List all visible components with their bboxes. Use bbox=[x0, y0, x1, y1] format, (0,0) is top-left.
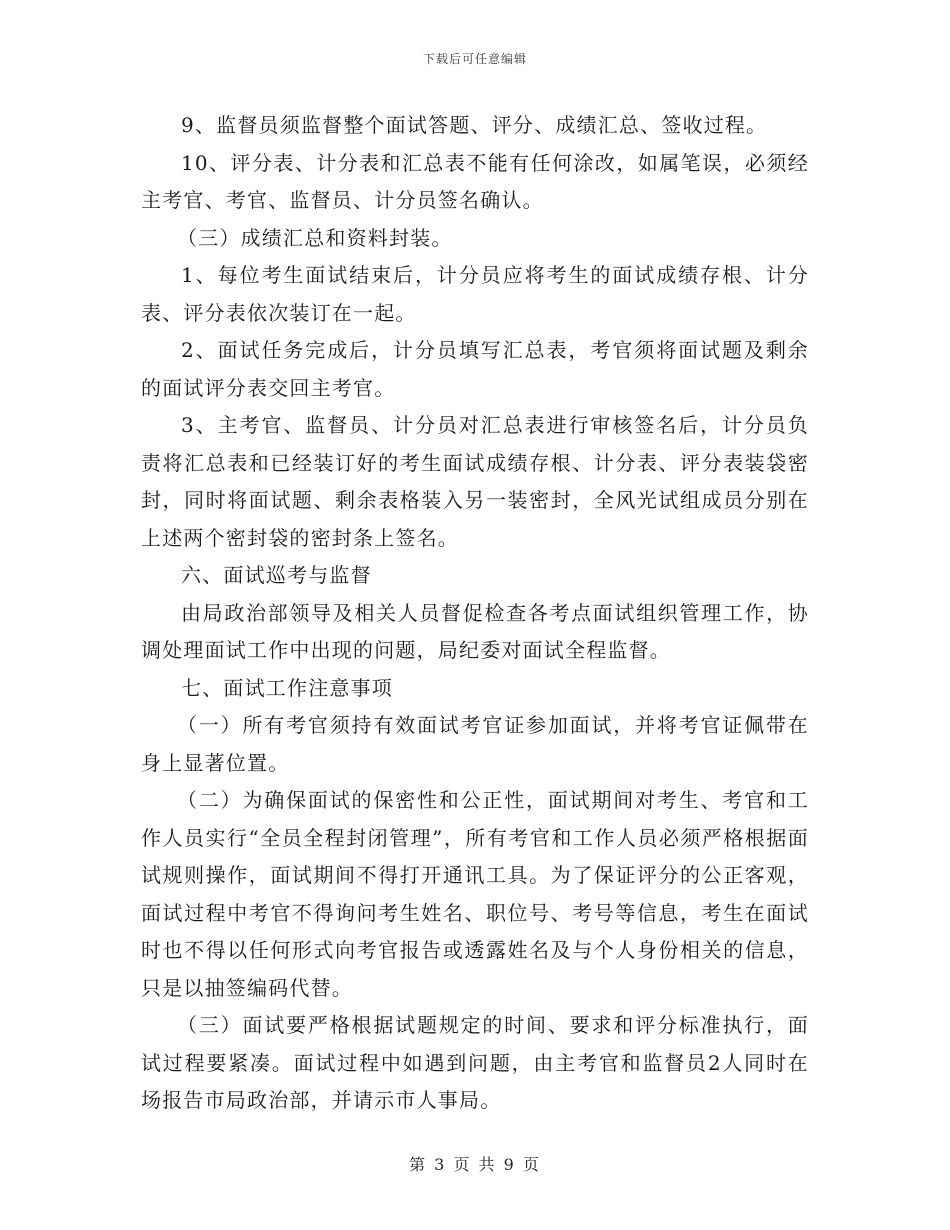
paragraph-item-3: 3、主考官、监督员、计分员对汇总表进行审核签名后，计分员负责将汇总表和已经装订好的考生面试成绩存根、计分表、评分表装袋密封，同时将面试题、剩余表格装入另一装密封，全风光试组成员分别在上述两个密封袋的密封条上签名。 bbox=[141, 413, 809, 550]
document-body bbox=[141, 107, 809, 1120]
paragraph-note-1: （一）所有考官须持有效面试考官证参加面试，并将考官证佩带在身上显著位置。 bbox=[141, 713, 809, 775]
page-number: 第 3 页 共 9 页 bbox=[409, 1155, 541, 1174]
paragraph-item-9: 9、监督员须监督整个面试答题、评分、成绩汇总、签收过程。 bbox=[181, 113, 768, 137]
paragraph-item-2: 2、面试任务完成后，计分员填写汇总表，考官须将面试题及剩余的面试评分表交回主考官。 bbox=[141, 338, 809, 400]
section-heading-inspection: 六、面试巡考与监督 bbox=[181, 563, 372, 587]
page-header: 下载后可任意编辑 bbox=[422, 52, 527, 66]
section-heading-results: （三）成绩汇总和资料封装。 bbox=[177, 225, 453, 250]
paragraph-inspection: 由局政治部领导及相关人员督促检查各考点面试组织管理工作，协调处理面试工作中出现的问题，局纪委对面试全程监督。 bbox=[141, 600, 809, 662]
paragraph-item-1: 1、每位考生面试结束后，计分员应将考生的面试成绩存根、计分表、评分表依次装订在一起。 bbox=[141, 263, 809, 325]
paragraph-item-10: 10、评分表、计分表和汇总表不能有任何涂改，如属笔误，必须经主考官、考官、监督员、计分员签名确认。 bbox=[141, 150, 809, 212]
paragraph-note-3: （三）面试要严格根据试题规定的时间、要求和评分标准执行，面试过程要紧凑。面试过程中如遇到问题，由主考官和监督员2人同时在场报告市局政治部，并请示市人事局。 bbox=[141, 1013, 809, 1112]
paragraph-note-2: （二）为确保面试的保密性和公正性，面试期间对考生、考官和工作人员实行“全员全程封闭管理”，所有考官和工作人员必须严格根据面试规则操作，面试期间不得打开通讯工具。为了保证评分的公正客观，面试过程中考官不得询问考生姓名、职位号、考号等信息，考生在面试时也不得以任何形式向考官报告或透露姓名及与个人身份相关的信息，只是以抽签编码代替。 bbox=[141, 788, 809, 1000]
section-heading-notes: 七、面试工作注意事项 bbox=[181, 675, 393, 700]
